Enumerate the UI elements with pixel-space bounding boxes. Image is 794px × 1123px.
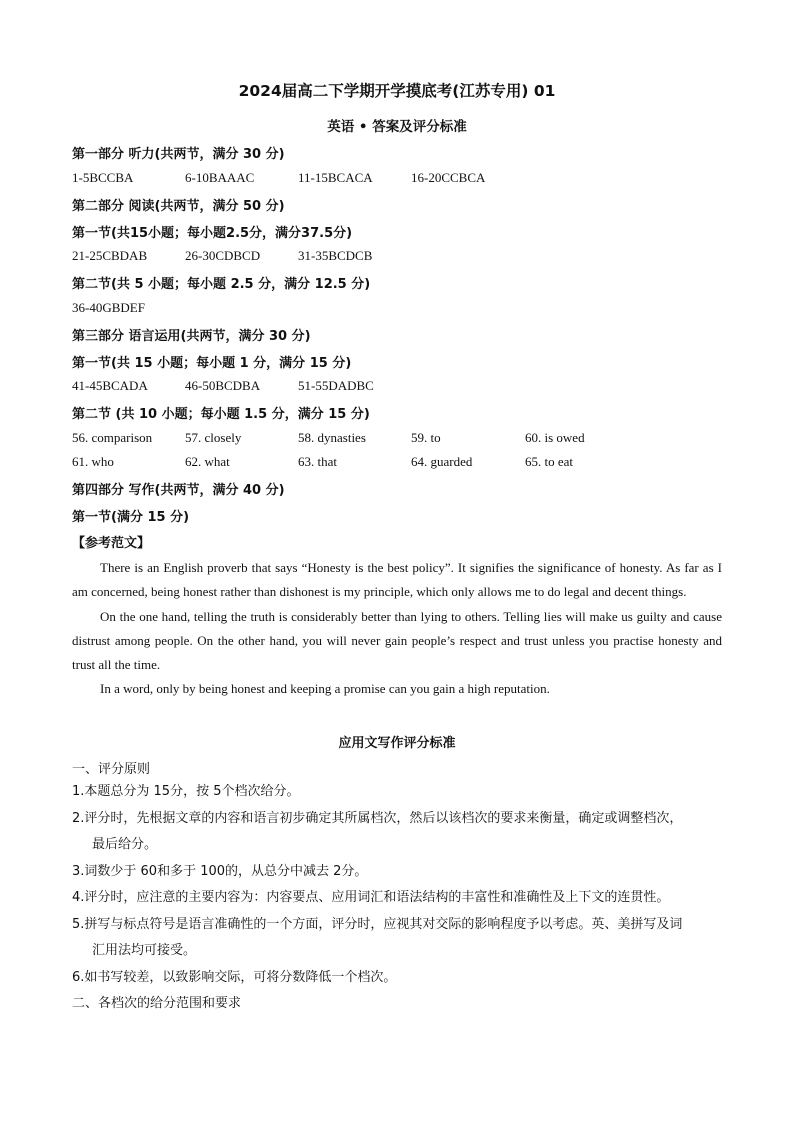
grading-rule: 1.本题总分为 15分，按 5个档次给分。 <box>72 784 300 799</box>
part1-heading: 第一部分 听力(共两节，满分 30 分) <box>72 147 285 162</box>
answer-item: 62. what <box>185 454 230 469</box>
answer-item: 60. is owed <box>525 430 585 445</box>
part4-section1-heading: 第一节(满分 15 分) <box>72 510 190 525</box>
sample-essay-label: 【参考范文】 <box>72 536 151 551</box>
part3-section1-heading: 第一节(共 15 小题；每小题 1 分，满分 15 分) <box>72 356 352 371</box>
part4-heading: 第四部分 写作(共两节，满分 40 分) <box>72 483 285 498</box>
answer-item: 61. who <box>72 454 114 469</box>
grading-rule: 4.评分时，应注意的主要内容为：内容要点、应用词汇和语法结构的丰富性和准确性及上下文的连贯性。 <box>72 890 670 905</box>
answer-item: 57. closely <box>185 430 242 445</box>
answer-group: 21-25CBDAB <box>72 248 148 263</box>
answer-item: 56. comparison <box>72 430 153 445</box>
answer-group: 26-30CDBCD <box>185 248 261 263</box>
part2-section1-heading: 第一节(共15小题；每小题2.5分，满分37.5分) <box>72 226 353 241</box>
part3-heading: 第三部分 语言运用(共两节，满分 30 分) <box>72 329 311 344</box>
grading-rule: 5.拼写与标点符号是语言准确性的一个方面，评分时，应视其对交际的影响程度予以考虑。英、美拼写及词 <box>72 916 683 932</box>
answer-group: 11-15BCACA <box>298 170 373 185</box>
answer-item: 65. to eat <box>525 454 574 469</box>
grading-rule-continuation: 汇用法均可接受。 <box>92 943 197 958</box>
part2-section2-heading: 第二节(共 5 小题；每小题 2.5 分，满分 12.5 分) <box>72 277 371 292</box>
answer-group: 6-10BAAAC <box>185 170 255 185</box>
part2-heading: 第二部分 阅读(共两节，满分 50 分) <box>72 199 285 214</box>
essay-paragraph: There is an English proverb that says “Honesty is the best policy”. It signifies the significance of honesty. As far as I am concerned, being honest rather than dishonest is my principle, which only allows me to do legal and decent things. <box>72 560 722 600</box>
answer-group: 16-20CCBCA <box>411 170 486 185</box>
page-title: 2024届高二下学期开学摸底考(江苏专用) 01 <box>238 82 556 100</box>
answer-group: 1-5BCCBA <box>72 170 134 185</box>
grading-heading: 应用文写作评分标准 <box>338 736 456 751</box>
grading-levels-heading: 二、各档次的给分范围和要求 <box>72 996 242 1011</box>
grading-principles-heading: 一、评分原则 <box>72 762 151 777</box>
answer-item: 59. to <box>411 430 441 445</box>
essay-paragraph: On the one hand, telling the truth is considerably better than lying to others. Telling lies will make us guilty and cause distrust among people. On the other hand, you will never gain people’s respect and trust unless you practise honesty and trust all the time. <box>72 608 722 673</box>
part3-section2-heading: 第二节 (共 10 小题；每小题 1.5 分，满分 15 分) <box>72 407 370 422</box>
grading-rule: 2.评分时，先根据文章的内容和语言初步确定其所属档次，然后以该档次的要求来衡量，确定或调整档次， <box>72 810 683 826</box>
answer-item: 58. dynasties <box>298 430 366 445</box>
answer-group: 36-40GBDEF <box>72 300 145 315</box>
answer-group: 41-45BCADA <box>72 378 148 393</box>
answer-group: 31-35BCDCB <box>298 248 373 263</box>
answer-group: 46-50BCDBA <box>185 378 261 393</box>
sample-essay <box>72 556 722 702</box>
answer-group: 51-55DADBC <box>298 378 374 393</box>
essay-paragraph: In a word, only by being honest and keeping a promise can you gain a high reputation. <box>100 681 550 697</box>
answer-item: 64. guarded <box>411 454 473 469</box>
answer-item: 63. that <box>298 454 337 469</box>
grading-rule: 3.词数少于 60和多于 100的，从总分中减去 2分。 <box>72 863 368 879</box>
grading-rule: 6.如书写较差，以致影响交际，可将分数降低一个档次。 <box>72 969 397 985</box>
grading-rules <box>72 779 737 1018</box>
grading-rule-continuation: 最后给分。 <box>92 837 158 852</box>
page-subtitle: 英语 • 答案及评分标准 <box>327 119 467 135</box>
